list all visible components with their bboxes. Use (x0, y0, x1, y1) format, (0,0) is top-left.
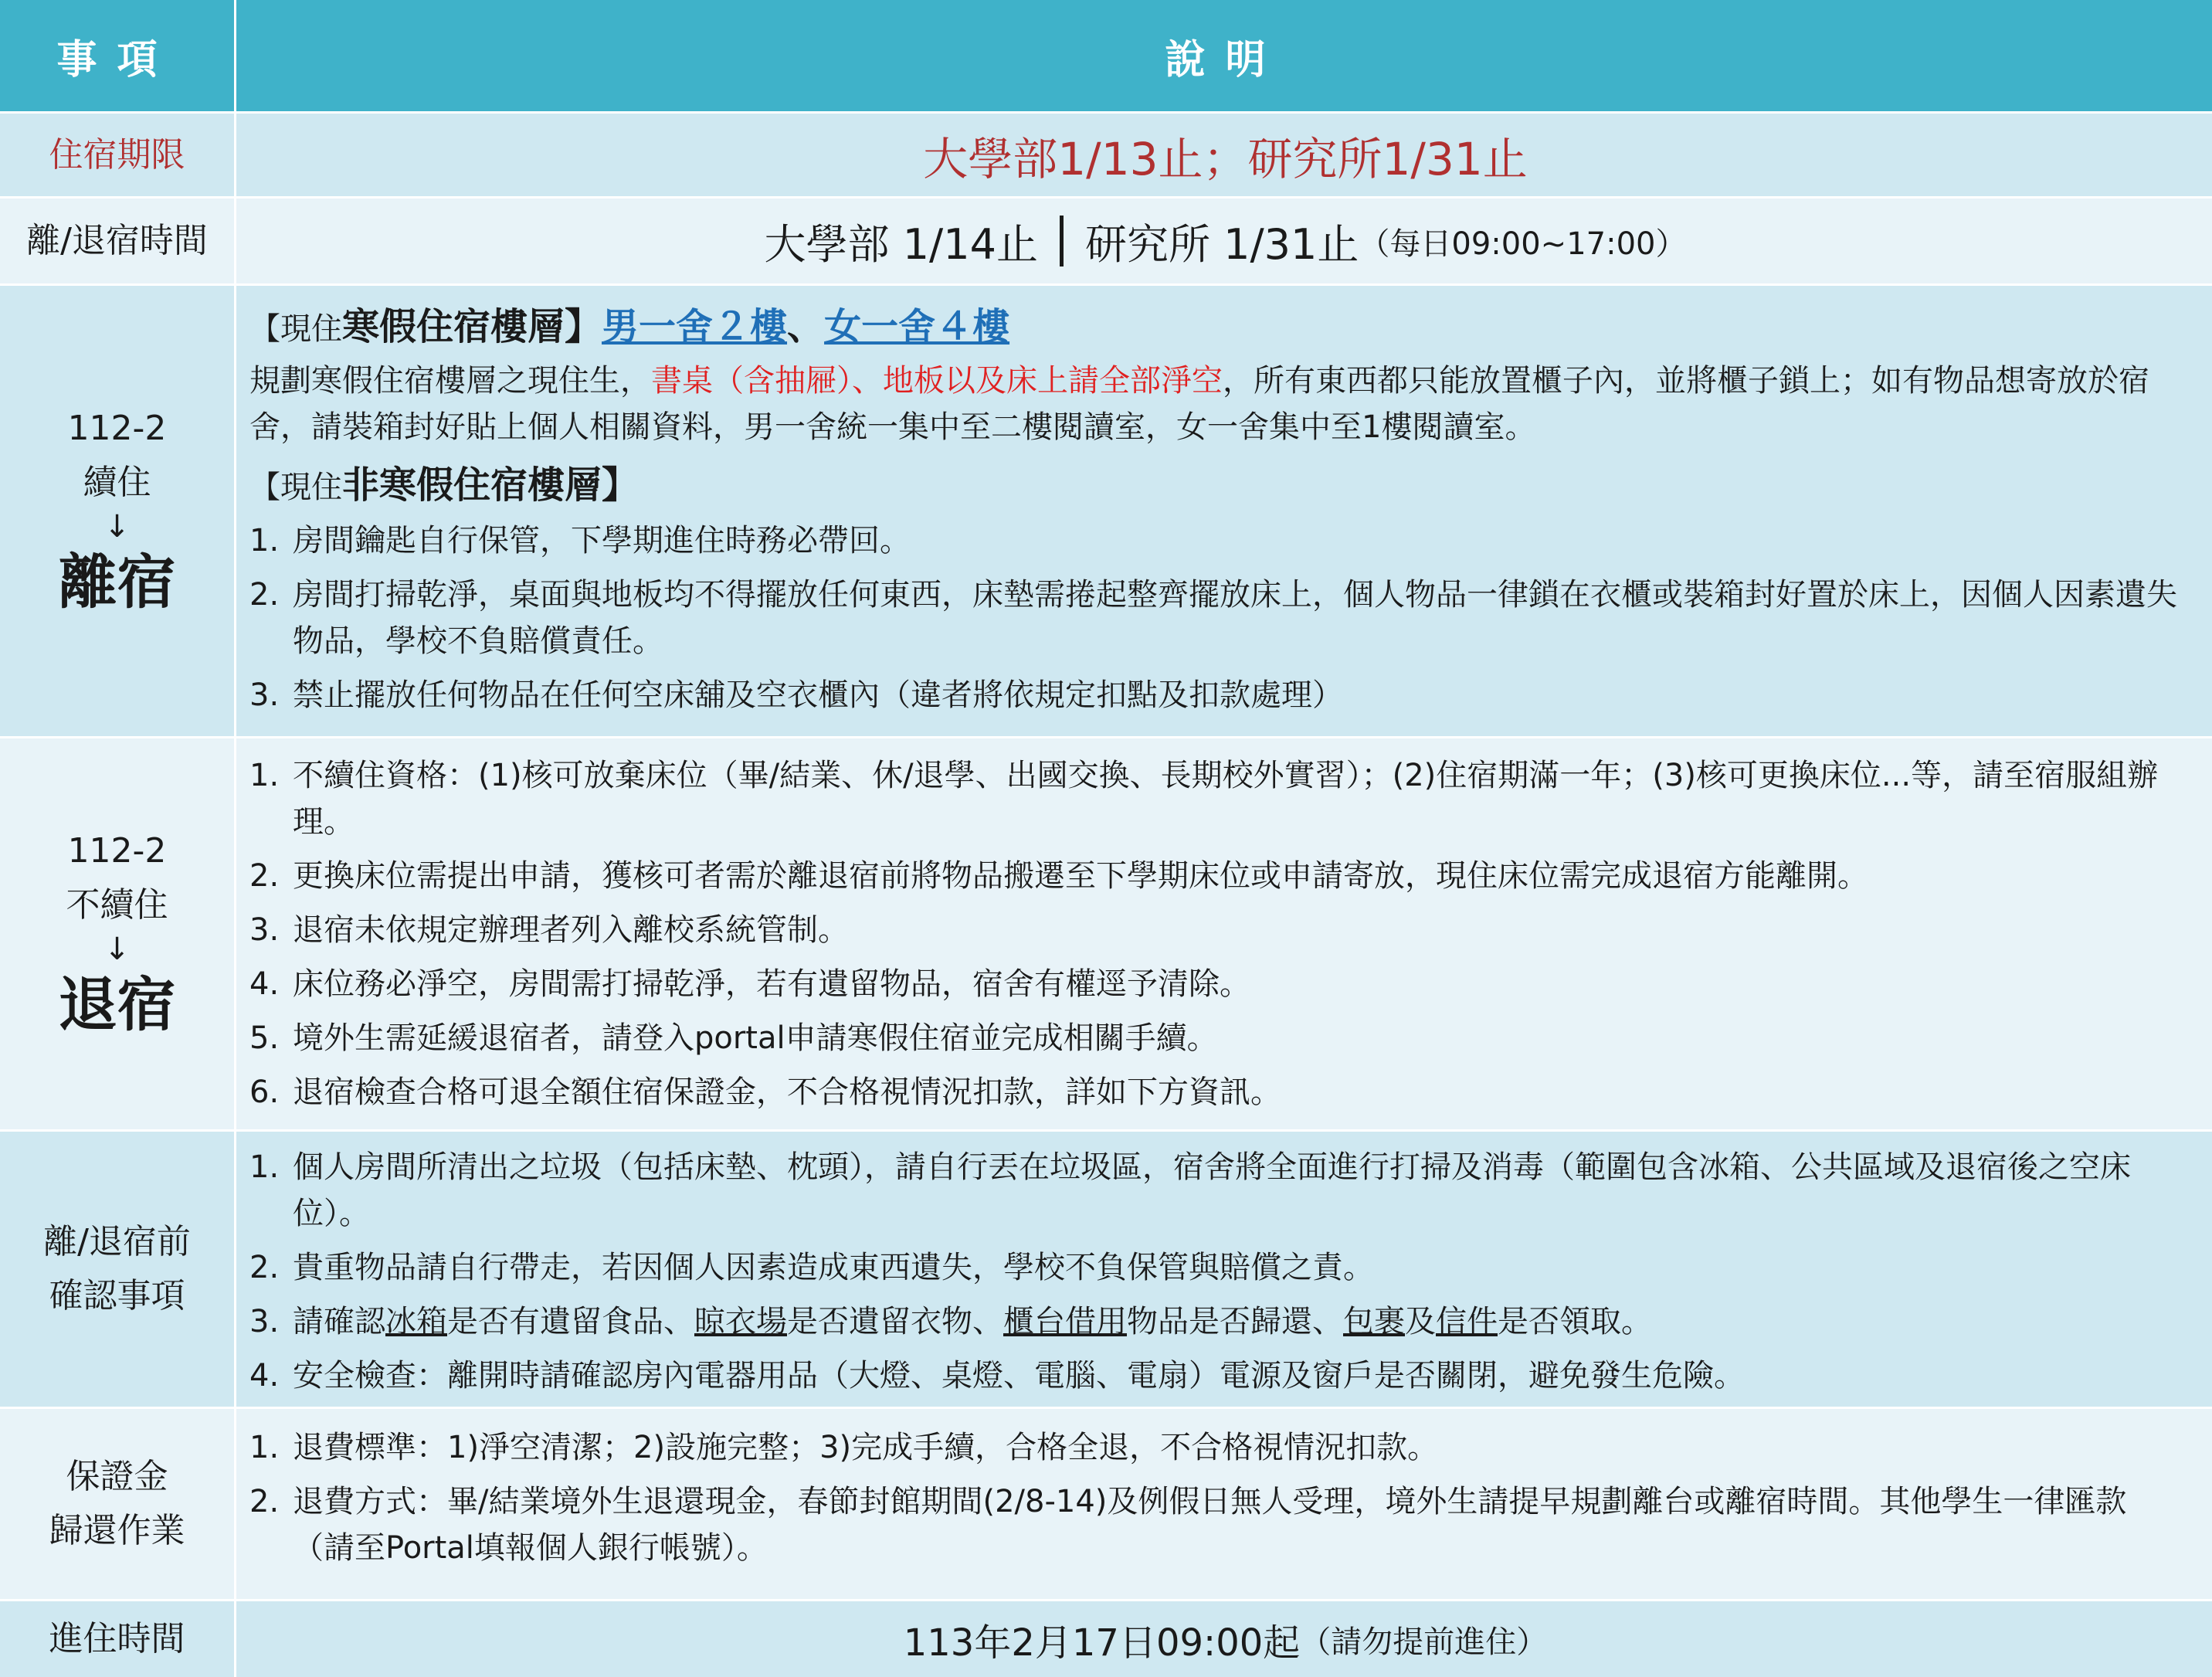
checkout-list (249, 752, 2181, 1123)
item-text: 房間鑰匙自行保管，下學期進住時務必帶回。 (293, 523, 911, 558)
female-dorm-link[interactable]: 女一舍４樓 (824, 305, 1010, 348)
para-post: ，所有東西都只能放置櫃子內，並將櫃子鎖上；如有物品想寄放於宿舍，請裝箱封好貼上個人相關資料，男一舍統一集中至二樓閱讀室，女一舍集中至1樓閱讀室。 (249, 363, 2149, 445)
item-number: 3. (249, 677, 280, 713)
confirm-list (249, 1144, 2181, 1407)
item-text: 房間打掃乾淨，桌面與地板均不得擺放任何東西，床墊需捲起整齊擺放床上，個人物品一律鎖在衣櫃或裝箱封好置於床上，因個人因素遺失物品，學校不負賠償責任。 (293, 577, 2177, 659)
confirm-label-line1: 離/退宿前 (43, 1222, 191, 1261)
section-bracket-open: 【現住 (249, 470, 342, 505)
row-checkout (0, 738, 2212, 1132)
row-deposit (0, 1409, 2212, 1601)
item-text: 安全檢查：離開時請確認房內電器用品（大燈、桌燈、電腦、電扇）電源及窗戶是否關閉，避免發生危險。 (293, 1358, 1745, 1394)
text-fragment: 是否遺留衣物、 (787, 1304, 1003, 1339)
list-item (249, 1478, 2181, 1571)
leave-time-label: 離/退宿時間 (26, 221, 208, 260)
item-text: 不續住資格：(1)核可放棄床位（畢/結業、休/退學、出國交換、長期校外實習）；(2)住宿期滿一年；(3)核可更換床位...等，請至宿服組辦理。 (293, 758, 2159, 840)
winter-floor-title: 寒假住宿樓層 (342, 305, 565, 348)
package-term: 包裹 (1343, 1304, 1405, 1339)
list-item (249, 961, 2181, 1007)
list-item (249, 853, 2181, 899)
stay-period-content: 大學部1/13止；研究所1/31止 (923, 132, 1528, 185)
list-item (249, 1353, 2181, 1399)
item-number: 3. (249, 1304, 280, 1339)
text-fragment: 是否領取。 (1498, 1304, 1652, 1339)
continue-term: 112-2 (67, 408, 167, 448)
item-number: 1. (249, 1149, 280, 1185)
row-continue-leave (0, 286, 2212, 738)
para-warning: 書桌（含抽屜）、地板以及床上請全部淨空 (651, 363, 1223, 399)
list-item (249, 1244, 2181, 1291)
item-number: 1. (249, 1430, 280, 1465)
divider-bar (1060, 216, 1064, 266)
item-number: 2. (249, 577, 280, 613)
winter-floor-section (249, 300, 2197, 726)
deposit-label-line2: 歸還作業 (49, 1511, 185, 1550)
text-fragment: 是否有遺留食品、 (447, 1304, 694, 1339)
non-winter-list (249, 518, 2197, 718)
section-bracket-close: 】 (602, 463, 640, 507)
row-confirm (0, 1132, 2212, 1409)
item-number: 2. (249, 858, 280, 894)
mail-term: 信件 (1436, 1304, 1498, 1339)
movein-note: （請勿提前進住） (1300, 1624, 1548, 1660)
section-bracket-close: 】 (565, 305, 602, 348)
separator: 、 (787, 305, 825, 348)
header-item: 事項 (0, 0, 236, 111)
header-description: 說明 (1165, 36, 1286, 83)
leave-time-grad: 研究所 1/31止 (1084, 219, 1359, 269)
item-text: 更換床位需提出申請，獲核可者需於離退宿前將物品搬遷至下學期床位或申請寄放，現住床位需完成退宿方能離開。 (293, 858, 1868, 894)
row-movein (0, 1601, 2212, 1677)
deposit-list (249, 1424, 2181, 1579)
drying-area-term: 晾衣場 (694, 1304, 787, 1339)
item-text: 貴重物品請自行帶走，若因個人因素造成東西遺失，學校不負保管與賠償之責。 (293, 1250, 1374, 1285)
item-number: 1. (249, 523, 280, 558)
continue-status: 續住 (83, 462, 151, 502)
item-number: 2. (249, 1484, 280, 1519)
checkout-action: 退宿 (58, 970, 176, 1039)
item-text: 床位務必淨空，房間需打掃乾淨，若有遺留物品，宿舍有權逕予清除。 (293, 966, 1250, 1002)
movein-label: 進住時間 (49, 1619, 185, 1658)
item-text: 個人房間所清出之垃圾（包括床墊、枕頭），請自行丟在垃圾區，宿舍將全面進行打掃及消毒（範圍包含冰箱、公共區域及退宿後之空床位）。 (293, 1149, 2131, 1231)
item-text: 退宿未依規定辦理者列入離校系統管制。 (293, 912, 849, 948)
list-item (249, 1015, 2181, 1061)
row-stay-period (0, 114, 2212, 199)
continue-action: 離宿 (58, 547, 176, 616)
movein-time: 113年2月17日09:00起 (903, 1621, 1301, 1665)
item-text: 禁止擺放任何物品在任何空床舖及空衣櫃內（違者將依規定扣點及扣款處理） (293, 677, 1343, 713)
leave-time-hours: （每日09:00~17:00） (1359, 226, 1687, 262)
item-text: 退宿檢查合格可退全額住宿保證金，不合格視情況扣款，詳如下方資訊。 (293, 1074, 1281, 1110)
table-header (0, 0, 2212, 114)
item-number: 6. (249, 1074, 280, 1110)
counter-borrow-term: 櫃台借用 (1003, 1304, 1127, 1339)
list-item (249, 1298, 2181, 1345)
down-arrow-icon: ↓ (103, 932, 131, 967)
item-text: 境外生需延緩退宿者，請登入portal申請寒假住宿並完成相關手續。 (293, 1020, 1218, 1056)
list-item (249, 572, 2197, 664)
item-text (293, 1298, 2181, 1345)
list-item (249, 518, 2197, 564)
deposit-label-line1: 保證金 (66, 1457, 168, 1496)
item-number: 1. (249, 758, 280, 793)
text-fragment: 及 (1405, 1304, 1436, 1339)
down-arrow-icon: ↓ (103, 508, 131, 545)
confirm-label-line2: 確認事項 (49, 1276, 185, 1315)
checkout-term: 112-2 (67, 831, 167, 871)
item-number: 4. (249, 1358, 280, 1394)
item-number: 3. (249, 912, 280, 948)
leave-time-undergrad: 大學部 1/14止 (764, 219, 1038, 269)
fridge-term: 冰箱 (385, 1304, 447, 1339)
male-dorm-link[interactable]: 男一舍２樓 (602, 305, 788, 348)
text-fragment: 物品是否歸還、 (1127, 1304, 1343, 1339)
para-pre: 規劃寒假住宿樓層之現住生， (249, 363, 651, 399)
item-text: 退費標準：1)淨空清潔；2)設施完整；3)完成手續，合格全退，不合格視情況扣款。 (293, 1430, 1439, 1465)
item-number: 5. (249, 1020, 280, 1056)
item-number: 2. (249, 1250, 280, 1285)
non-winter-floor-title: 非寒假住宿樓層 (342, 463, 602, 507)
list-item (249, 752, 2181, 845)
stay-period-label: 住宿期限 (49, 134, 185, 175)
list-item (249, 907, 2181, 953)
list-item (249, 1069, 2181, 1115)
list-item (249, 1144, 2181, 1237)
row-leave-time (0, 199, 2212, 286)
list-item (249, 1424, 2181, 1471)
text-fragment: 請確認 (293, 1304, 385, 1339)
winter-floor-paragraph (249, 358, 2197, 450)
section-bracket-open: 【現住 (249, 311, 342, 347)
item-text: 退費方式：畢/結業境外生退還現金，春節封館期間(2/8-14)及例假日無人受理，境外生請提早規劃離台或離宿時間。其他學生一律匯款（請至Portal填報個人銀行帳號）。 (293, 1484, 2127, 1566)
list-item (249, 672, 2197, 718)
checkout-status: 不續住 (66, 885, 168, 925)
item-number: 4. (249, 966, 280, 1002)
